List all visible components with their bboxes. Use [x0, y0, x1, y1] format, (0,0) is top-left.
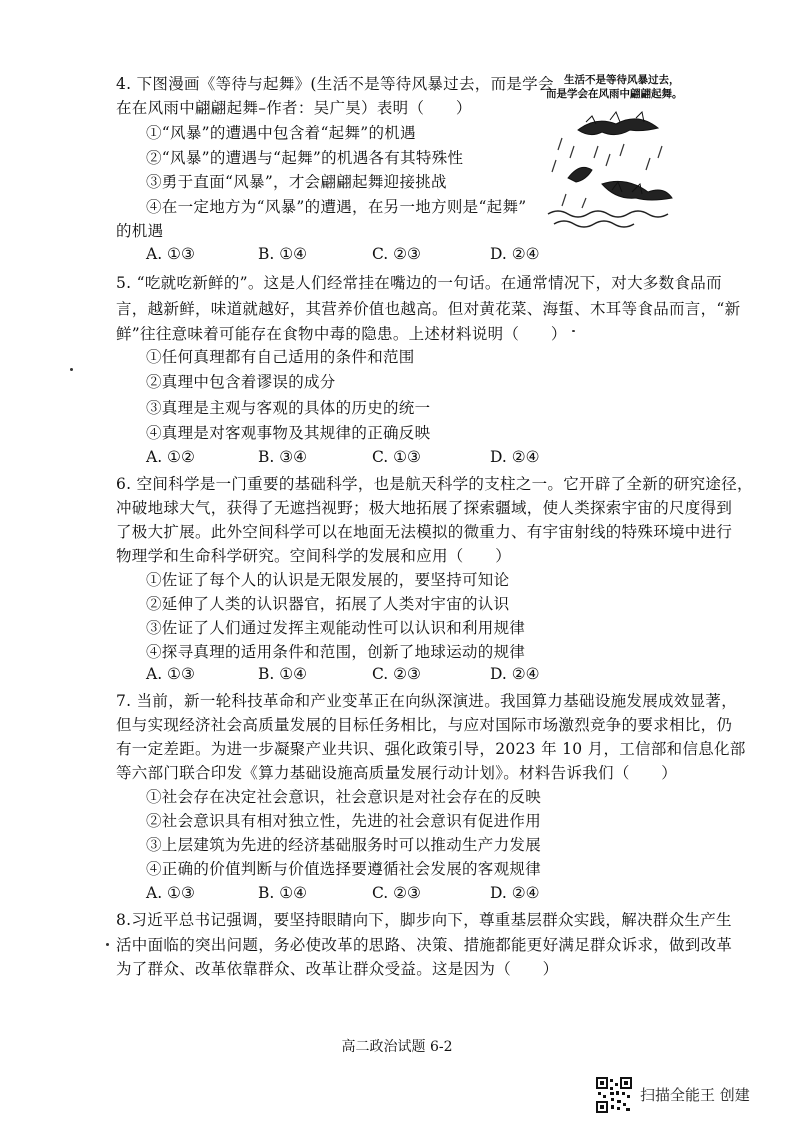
q4-option-4: ④在一定地方为“风暴”的遭遇，在另一地方则是“起舞”: [146, 198, 527, 216]
scan-speck: [70, 368, 73, 371]
q5-stem-line-3: 鲜”往往意味着可能存在食物中毒的隐患。上述材料说明（ ）: [116, 325, 567, 343]
q8-stem-line-1: 8.习近平总书记强调，要坚持眼睛向下，脚步向下，尊重基层群众实践，解决群众生产生: [116, 911, 732, 929]
q7-answer-c: C. ②③: [372, 884, 421, 902]
q5-stem-line-2: 言，越新鲜，味道就越好，其营养价值也越高。但对黄花菜、海蜇、木耳等食品而言，“新: [116, 300, 741, 318]
q7-option-3: ③上层建筑为先进的经济基础服务时可以推动生产力发展: [146, 836, 542, 854]
q4-option-4-continuation: 的机遇: [116, 222, 164, 240]
cartoon-caption-line-1: 生活不是等待风暴过去，: [564, 74, 680, 86]
q6-option-2: ②延伸了人类的认识器官，拓展了人类对宇宙的认识: [146, 595, 510, 613]
q6-option-3: ③佐证了人们通过发挥主观能动性可以认识和利用规律: [146, 619, 526, 637]
q5-answer-d: D. ②④: [490, 448, 540, 466]
q7-stem-line-3: 有一定差距。为进一步凝聚产业共识、强化政策引导，2023 年 10 月，工信部和信息化部: [116, 740, 746, 758]
q7-option-2: ②社会意识具有相对独立性，先进的社会意识有促进作用: [146, 812, 542, 830]
q7-answer-b: B. ①④: [258, 884, 308, 902]
q5-answer-c: C. ①③: [372, 448, 421, 466]
cartoon-caption-line-2: 而是学会在风雨中翩翩起舞。: [546, 88, 683, 100]
q7-answer-a: A. ①③: [146, 884, 195, 902]
q6-stem-line-4: 物理学和生命科学研究。空间科学的发展和应用（ ）: [116, 547, 512, 565]
qr-code-icon: [596, 1077, 632, 1113]
q5-stem-line-1: 5. “吃就吃新鲜的”。这是人们经常挂在嘴边的一句话。在通常情况下，对大多数食品而: [116, 274, 722, 292]
scan-speck: [106, 943, 109, 946]
q4-stem-line-2: 在在风雨中翩翩起舞–作者：吴广昊）表明（ ）: [116, 99, 472, 117]
q7-option-4: ④正确的价值判断与价值选择要遵循社会发展的客观规律: [146, 860, 542, 878]
q6-answer-c: C. ②③: [372, 665, 421, 683]
q7-answer-d: D. ②④: [490, 884, 540, 902]
q4-option-2: ②“风暴”的遭遇与“起舞”的机遇各有其特殊性: [146, 149, 464, 167]
q4-option-1: ①“风暴”的遭遇中包含着“起舞”的机遇: [146, 124, 416, 142]
q6-answer-a: A. ①③: [146, 665, 195, 683]
q6-stem-line-1: 6. 空间科学是一门重要的基础科学，也是航天科学的支柱之一。它开辟了全新的研究途径，: [116, 475, 753, 493]
storm-dancer-drawing: [546, 102, 676, 232]
q8-stem-line-3: 为了群众、改革依靠群众、改革让群众受益。这是因为（ ）: [116, 960, 559, 978]
q6-option-1: ①佐证了每个人的认识是无限发展的，要坚持可知论: [146, 571, 510, 589]
page-footer: 高二政治试题 6-2: [341, 1039, 453, 1055]
q7-option-1: ①社会存在决定社会意识，社会意识是对社会存在的反映: [146, 788, 542, 806]
q5-option-4: ④真理是对客观事物及其规律的正确反映: [146, 424, 431, 442]
q6-stem-line-3: 了极大扩展。此外空间科学可以在地面无法模拟的微重力、有宇宙射线的特殊环境中进行: [116, 523, 733, 541]
q4-stem-line-1: 4. 下图漫画《等待与起舞》(生活不是等待风暴过去，而是学会: [116, 75, 554, 93]
q7-stem-line-1: 7. 当前，新一轮科技革命和产业变革正在向纵深演进。我国算力基础设施发展成效显著，: [116, 692, 738, 710]
q8-stem-line-2: 活中面临的突出问题，务必使改革的思路、决策、措施都能更好满足群众诉求，做到改革: [116, 936, 733, 954]
q4-option-3: ③勇于直面“风暴”，才会翩翩起舞迎接挑战: [146, 173, 447, 191]
q4-answer-b: B. ①④: [258, 245, 308, 263]
watermark-text: 扫描全能王 创建: [640, 1086, 750, 1104]
q5-answer-a: A. ①②: [146, 448, 195, 466]
q6-stem-line-2: 冲破地球大气，获得了无遮挡视野；极大地拓展了探索疆域，使人类探索宇宙的尺度得到: [116, 499, 733, 517]
q5-answer-b: B. ③④: [258, 448, 308, 466]
scan-speck: [572, 330, 575, 332]
q4-answer-a: A. ①③: [146, 245, 195, 263]
q6-answer-b: B. ①④: [258, 665, 308, 683]
q4-answer-c: C. ②③: [372, 245, 421, 263]
q5-option-3: ③真理是主观与客观的具体的历史的统一: [146, 399, 431, 417]
q7-stem-line-4: 等六部门联合印发《算力基础设施高质量发展行动计划》。材料告诉我们（ ）: [116, 764, 678, 782]
q5-option-1: ①任何真理都有自己适用的条件和范围: [146, 348, 415, 366]
cartoon-illustration: [546, 72, 683, 232]
q7-stem-line-2: 但与实现经济社会高质量发展的目标任务相比，与应对国际市场激烈竞争的要求相比，仍: [116, 716, 733, 734]
q4-answer-d: D. ②④: [490, 245, 540, 263]
q5-option-2: ②真理中包含着谬误的成分: [146, 373, 336, 391]
q6-option-4: ④探寻真理的适用条件和范围，创新了地球运动的规律: [146, 643, 526, 661]
q6-answer-d: D. ②④: [490, 665, 540, 683]
